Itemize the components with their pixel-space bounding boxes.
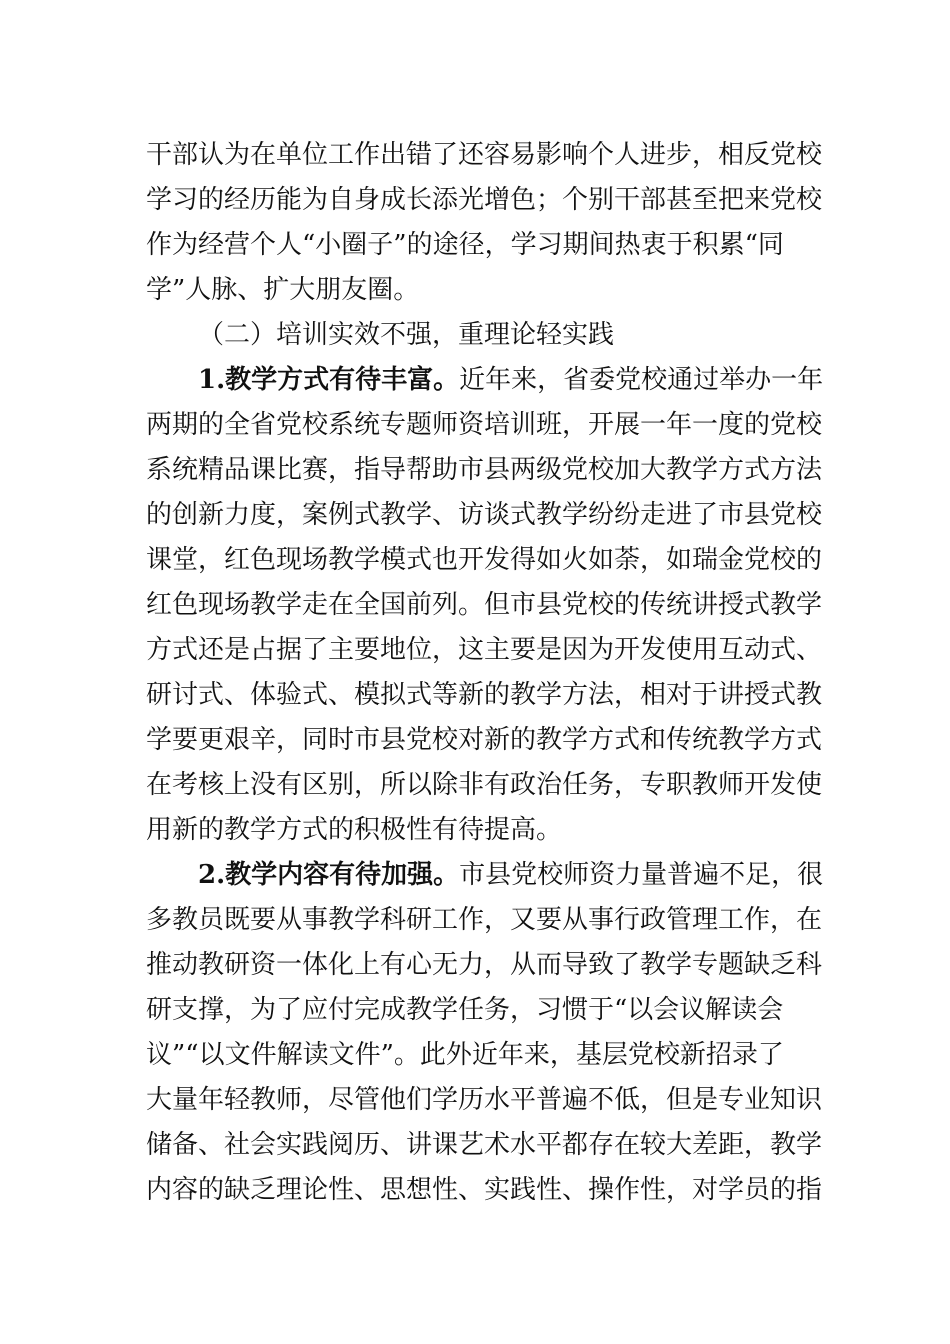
paragraph-line: 方式还是占据了主要地位，这主要是因为开发使用互动式、: [146, 635, 823, 665]
paragraph-line: 红色现场教学走在全国前列。但市县党校的传统讲授式教学: [146, 590, 823, 620]
paragraph-line: 内容的缺乏理论性、思想性、实践性、操作性，对学员的指: [146, 1175, 823, 1205]
paragraph-line: 干部认为在单位工作出错了还容易影响个人进步，相反党校: [146, 140, 823, 170]
item1-first-line-rest: 近年来，省委党校通过举办一年: [459, 365, 824, 395]
item1-first-line: [198, 358, 823, 402]
paragraph-line: 的创新力度，案例式教学、访谈式教学纷纷走进了市县党校: [146, 500, 823, 530]
item2-title: 2.教学内容有待加强。: [198, 860, 460, 890]
paragraph-line: 储备、社会实践阅历、讲课艺术水平都存在较大差距，教学: [146, 1130, 823, 1160]
paragraph-line: 作为经营个人“小圈子”的途径，学习期间热衷于积累“同: [146, 230, 784, 260]
item2-first-line: [198, 853, 823, 897]
paragraph-line: 大量年轻教师，尽管他们学历水平普遍不低，但是专业知识: [146, 1085, 823, 1115]
paragraph-line: 用新的教学方式的积极性有待提高。: [146, 815, 563, 845]
paragraph-line: 议”“以文件解读文件”。此外近年来，基层党校新招录了: [146, 1040, 784, 1070]
paragraph-line: 学”人脉、扩大朋友圈。: [146, 275, 420, 305]
paragraph-line: 学习的经历能为自身成长添光增色；个别干部甚至把来党校: [146, 185, 823, 215]
paragraph-line: 在考核上没有区别，所以除非有政治任务，专职教师开发使: [146, 770, 823, 800]
paragraph-line: 学要更艰辛，同时市县党校对新的教学方式和传统教学方式: [146, 725, 823, 755]
item2-first-line-rest: 市县党校师资力量普遍不足，很: [459, 860, 824, 890]
paragraph-line: 多教员既要从事教学科研工作，又要从事行政管理工作，在: [146, 905, 823, 935]
paragraph-line: 研讨式、体验式、模拟式等新的教学方法，相对于讲授式教: [146, 680, 823, 710]
paragraph-line: 系统精品课比赛，指导帮助市县两级党校加大教学方式方法: [146, 455, 823, 485]
paragraph-line: 课堂，红色现场教学模式也开发得如火如荼，如瑞金党校的: [146, 545, 823, 575]
item1-title: 1.教学方式有待丰富。: [198, 365, 460, 395]
paragraph-line: 研支撑，为了应付完成教学任务，习惯于“以会议解读会: [146, 995, 784, 1025]
section-heading: （二）培训实效不强，重理论轻实践: [198, 320, 615, 350]
paragraph-line: 两期的全省党校系统专题师资培训班，开展一年一度的党校: [146, 410, 823, 440]
paragraph-line: 推动教研资一体化上有心无力，从而导致了教学专题缺乏科: [146, 950, 823, 980]
